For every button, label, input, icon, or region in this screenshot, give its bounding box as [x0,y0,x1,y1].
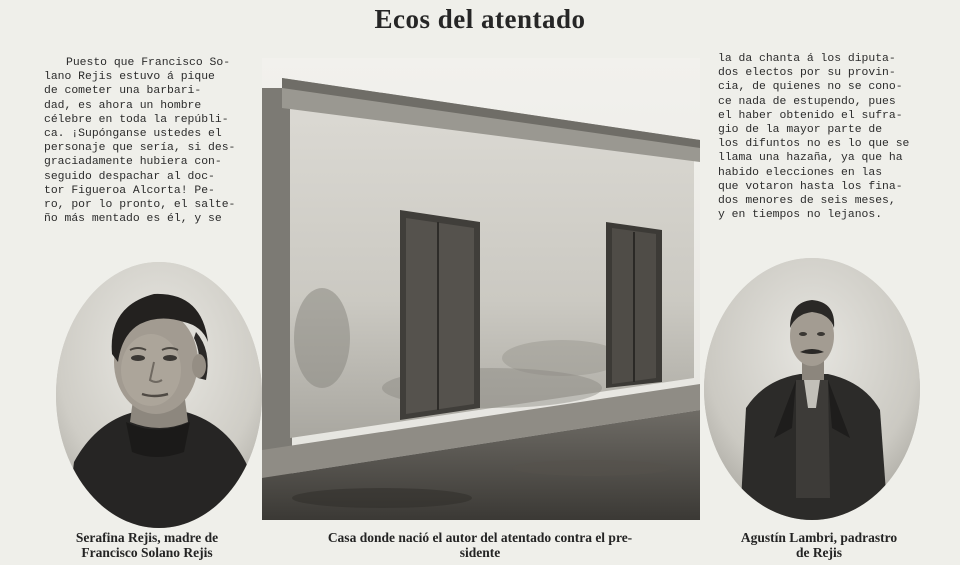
article-line: ca. ¡Supónganse ustedes el [44,128,222,141]
article-line: el haber obtenido el sufra- [718,109,903,122]
article-line: dos electos por su provin- [718,67,896,80]
caption-center-line2: sidente [459,545,501,560]
article-line: tor Figueroa Alcorta! Pe- [44,184,215,197]
article-line: Puesto que Francisco So- [66,57,231,69]
article-line: célebre en toda la repúbli- [44,113,229,126]
article-line: seguido despachar al doc- [44,170,215,183]
caption-center [262,530,698,560]
caption-left-line1: Serafina Rejis, madre de [75,530,219,545]
page-title: Ecos del atentado [374,4,586,34]
article-line: dad, es ahora un hombre [44,99,202,112]
article-right-column [718,52,923,222]
portrait-agustin-lambri [704,258,920,520]
article-line: ce nada de estupendo, pues [718,95,896,108]
article-line: gio de la mayor parte de [718,124,883,137]
article-left-column [44,56,247,226]
portrait-serafina-rejis [56,262,262,528]
article-line: habido elecciones en las [718,166,883,179]
article-line: personaje que sería, si des- [44,142,236,155]
caption-right [712,530,926,560]
article-line: ro, por lo pronto, el salte- [44,199,236,212]
article-line: y en tiempos no lejanos. [718,209,883,222]
article-line: que votaron hasta los fina- [718,180,903,193]
caption-left [42,530,252,560]
caption-left-line2: Francisco Solano Rejis [81,545,213,560]
article-line: dos menores de seis meses, [718,195,896,208]
article-line: de cometer una barbari- [44,85,202,98]
article-line: los difuntos no es lo que se [718,138,910,151]
article-line: lano Rejis estuvo á pique [44,71,215,84]
article-line: llama una hazaña, ya que ha [718,152,903,165]
article-line: graciadamente hubiera con- [44,156,222,169]
caption-right-line1: Agustín Lambri, padrastro [740,530,898,545]
article-line: cia, de quienes no se cono- [718,81,903,94]
caption-right-line2: de Rejis [795,545,843,560]
article-line: ño más mentado es él, y se [44,213,222,226]
house-photograph [262,58,700,520]
caption-center-line1: Casa donde nació el autor del atentado contra el pre- [327,530,633,545]
article-line: la da chanta á los diputa- [718,53,896,65]
